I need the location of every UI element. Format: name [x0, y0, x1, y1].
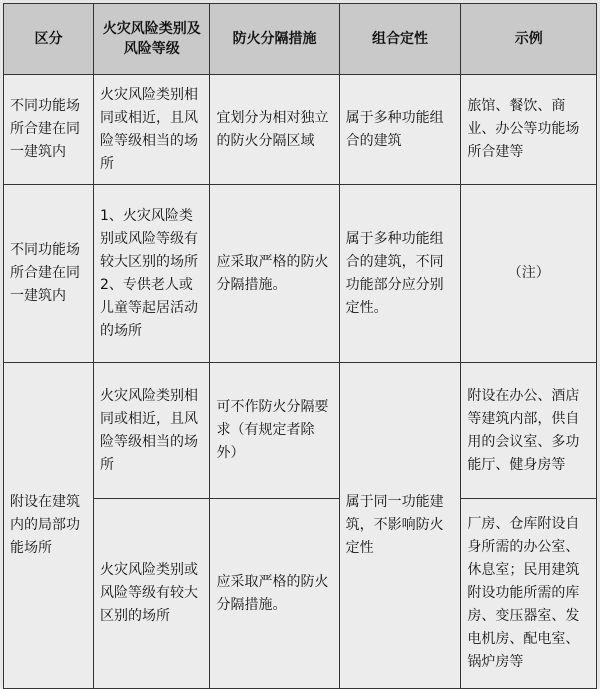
cell-example: 厂房、仓库附设自身所需的办公室、休息室；民用建筑附设功能所需的库房、变压器室、发电机房、配电室、锅炉房等	[461, 499, 597, 689]
header-division: 区分	[4, 4, 94, 75]
cell-example: 旅馆、餐饮、商业、办公等功能场所合建等	[461, 75, 597, 185]
cell-measure: 应采取严格的防火分隔措施。	[210, 499, 339, 689]
cell-risk: 火灾风险类别相同或相近，且风险等级相当的场所	[94, 363, 210, 499]
table-row	[4, 363, 597, 499]
cell-measure: 应采取严格的防火分隔措施。	[210, 185, 339, 363]
header-example: 示例	[461, 4, 597, 75]
cell-risk: 火灾风险类别或风险等级有较大区别的场所	[94, 499, 210, 689]
fire-risk-table	[3, 3, 597, 689]
cell-category: 属于同一功能建筑，不影响防火定性	[339, 363, 461, 689]
cell-risk: 火灾风险类别相同或相近，且风险等级相当的场所	[94, 75, 210, 185]
cell-measure: 宜划分为相对独立的防火分隔区域	[210, 75, 339, 185]
header-category: 组合定性	[339, 4, 461, 75]
cell-measure: 可不作防火分隔要求（有规定者除外）	[210, 363, 339, 499]
table-row	[4, 185, 597, 363]
header-risk: 火灾风险类别及风险等级	[94, 4, 210, 75]
cell-category: 属于多种功能组合的建筑，不同功能部分应分别定性。	[339, 185, 461, 363]
cell-division: 附设在建筑内的局部功能场所	[4, 363, 94, 689]
cell-category: 属于多种功能组合的建筑	[339, 75, 461, 185]
cell-division: 不同功能场所合建在同一建筑内	[4, 75, 94, 185]
cell-risk: 1、火灾风险类别或风险等级有较大区别的场所 2、专供老人或儿童等起居活动的场所	[94, 185, 210, 363]
cell-example: 附设在办公、酒店等建筑内部，供自用的会议室、多功能厅、健身房等	[461, 363, 597, 499]
cell-example: （注）	[461, 185, 597, 363]
table-row	[4, 75, 597, 185]
table-header-row	[4, 4, 597, 75]
header-measure: 防火分隔措施	[210, 4, 339, 75]
cell-division: 不同功能场所合建在同一建筑内	[4, 185, 94, 363]
